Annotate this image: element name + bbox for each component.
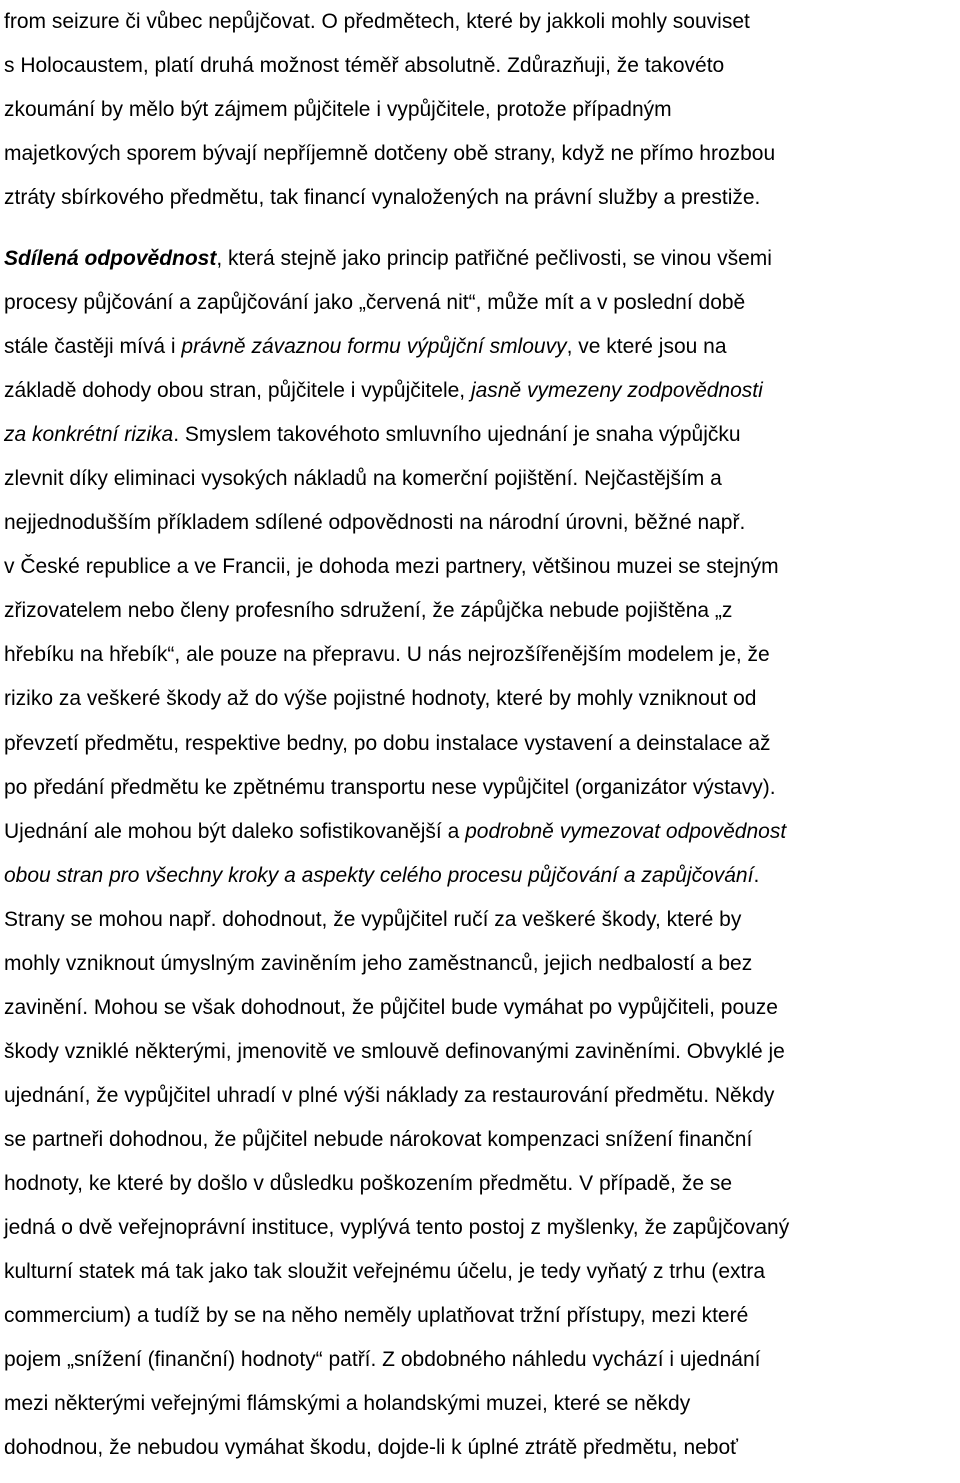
text-run: , ve které jsou na bbox=[566, 335, 727, 359]
text-line bbox=[4, 237, 960, 281]
text-line: ujednání, že vypůjčitel uhradí v plné výši náklady za restaurování předmětu. Někdy bbox=[4, 1083, 775, 1107]
text-line: procesy půjčování a zapůjčování jako „červená nit“, může mít a v poslední době bbox=[4, 291, 746, 315]
text-run: . bbox=[753, 863, 760, 887]
text-line: riziko za veškeré škody až do výše pojistné hodnoty, které by mohly vzniknout od bbox=[4, 687, 757, 711]
emphasis-text: právně závaznou formu výpůjční smlouvy bbox=[181, 335, 567, 359]
text-run: Ujednání ale mohou být daleko sofistikovanější a bbox=[4, 819, 466, 843]
text-line: from seizure či vůbec nepůjčovat. O předmětech, které by jakkoli mohly souviset bbox=[4, 10, 750, 33]
text-line: zkoumání by mělo být zájmem půjčitele i vypůjčitele, protože případným bbox=[4, 98, 672, 121]
text-line: jedná o dvě veřejnoprávní instituce, vyplývá tento postoj z myšlenky, že zapůjčovaný bbox=[4, 1216, 790, 1240]
text-line: pojem „snížení (finanční) hodnoty“ patří. Z obdobného náhledu vychází i ujednání bbox=[4, 1348, 761, 1372]
text-line: mezi některými veřejnými flámskými a holandskými muzei, které se někdy bbox=[4, 1392, 691, 1416]
text-line: zlevnit díky eliminaci vysokých nákladů na komerční pojištění. Nejčastějším a bbox=[4, 467, 722, 491]
text-run: základě dohody obou stran, půjčitele i vypůjčitele, bbox=[4, 379, 471, 403]
text-line: převzetí předmětu, respektive bedny, po dobu instalace vystavení a deinstalace až bbox=[4, 731, 771, 755]
emphasis-text: obou stran pro všechny kroky a aspekty celého procesu půjčování a zapůjčování bbox=[4, 863, 754, 887]
paragraph-holocaust-provenance bbox=[4, 0, 960, 220]
text-line bbox=[4, 810, 960, 854]
text-line: zřizovatelem nebo členy profesního sdružení, že zápůjčka nebude pojištěna „z bbox=[4, 599, 733, 623]
text-run: , která stejně jako princip patřičné pečlivosti, se vinou všemi bbox=[216, 247, 772, 270]
text-line bbox=[4, 369, 960, 413]
text-line: zavinění. Mohou se však dohodnout, že půjčitel bude vymáhat po vypůjčiteli, pouze bbox=[4, 995, 778, 1019]
document-page bbox=[4, 0, 960, 1460]
term-shared-responsibility: Sdílená odpovědnost bbox=[4, 247, 217, 270]
text-line: commercium) a tudíž by se na něho neměly uplatňovat tržní přístupy, mezi které bbox=[4, 1304, 749, 1328]
text-line: se partneři dohodnou, že půjčitel nebude nárokovat kompenzaci snížení finanční bbox=[4, 1127, 753, 1151]
text-line: hodnoty, ke které by došlo v důsledku poškozením předmětu. V případě, že se bbox=[4, 1171, 733, 1195]
text-line: mohly vzniknout úmyslným zaviněním jeho zaměstnanců, jejich nedbalostí a bez bbox=[4, 951, 753, 975]
text-line: majetkových sporem bývají nepříjemně dotčeny obě strany, když ne přímo hrozbou bbox=[4, 142, 776, 165]
paragraph-shared-responsibility bbox=[4, 237, 960, 1470]
text-line bbox=[4, 854, 960, 898]
text-line: hřebíku na hřebík“, ale pouze na přepravu. U nás nejrozšířenějším modelem je, že bbox=[4, 643, 770, 667]
text-line: škody vzniklé některými, jmenovitě ve smlouvě definovanými zaviněními. Obvyklé je bbox=[4, 1039, 785, 1063]
text-line: dohodnou, že nebudou vymáhat škodu, dojde-li k úplné ztrátě předmětu, neboť bbox=[4, 1436, 739, 1460]
text-line: po předání předmětu ke zpětnému transportu nese vypůjčitel (organizátor výstavy). bbox=[4, 775, 776, 799]
emphasis-text: za konkrétní rizika bbox=[4, 423, 174, 447]
emphasis-text: jasně vymezeny zodpovědnosti bbox=[470, 379, 763, 403]
text-line: v České republice a ve Francii, je dohoda mezi partnery, většinou muzei se stejným bbox=[4, 555, 779, 579]
text-line: ztráty sbírkového předmětu, tak financí vynaložených na právní služby a prestiže. bbox=[4, 186, 761, 209]
text-line: kulturní statek má tak jako tak sloužit veřejnému účelu, je tedy vyňatý z trhu (extra bbox=[4, 1260, 766, 1284]
emphasis-text: podrobně vymezovat odpovědnost bbox=[465, 819, 787, 843]
text-line bbox=[4, 413, 960, 457]
text-line: s Holocaustem, platí druhá možnost téměř absolutně. Zdůrazňuji, že takovéto bbox=[4, 54, 725, 77]
text-line: nejjednodušším příkladem sdílené odpovědnosti na národní úrovni, běžné např. bbox=[4, 511, 746, 535]
text-run: stále častěji mívá i bbox=[4, 335, 182, 359]
text-run: . Smyslem takovéhoto smluvního ujednání je snaha výpůjčku bbox=[173, 423, 741, 447]
text-line: Strany se mohou např. dohodnout, že vypůjčitel ručí za veškeré škody, které by bbox=[4, 907, 742, 931]
text-line bbox=[4, 325, 960, 369]
